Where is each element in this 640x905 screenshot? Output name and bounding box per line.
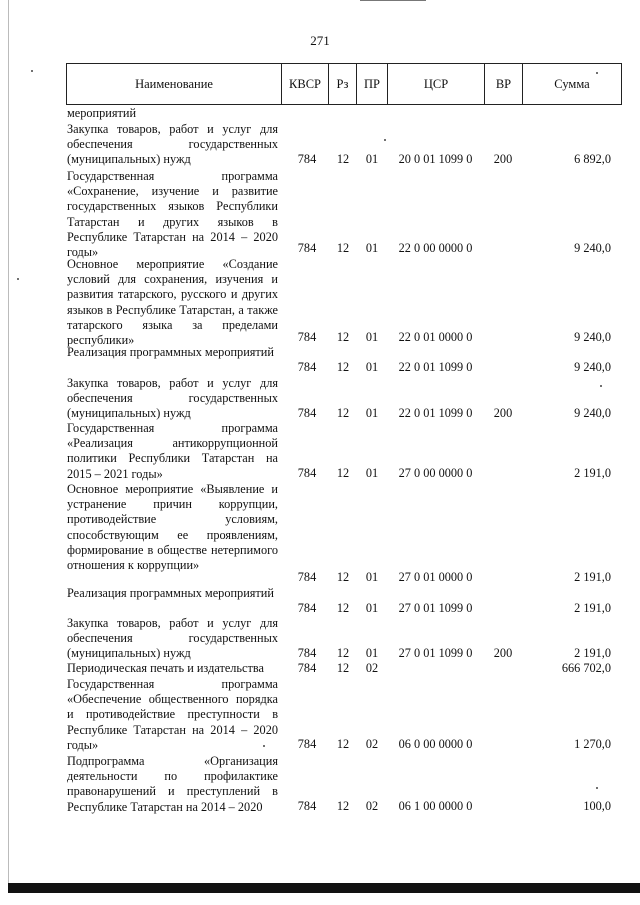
cell-csr: 27 0 01 1099 0 xyxy=(398,601,473,615)
table-row xyxy=(0,169,640,260)
table-row xyxy=(0,482,640,585)
header-csr: ЦСР xyxy=(423,77,449,91)
cell-kvsr: 784 xyxy=(297,152,317,166)
cell-sum: 2 191,0 xyxy=(574,601,611,615)
cell-kvsr: 784 xyxy=(297,646,317,660)
cell-kvsr: 784 xyxy=(297,360,317,374)
cell-rz: 12 xyxy=(336,406,350,420)
scan-speck xyxy=(384,139,386,141)
scan-speck xyxy=(263,745,265,747)
cell-rz: 12 xyxy=(336,360,350,374)
table-header xyxy=(66,63,622,105)
cell-csr: 06 1 00 0000 0 xyxy=(398,799,473,813)
cell-pr: 01 xyxy=(365,601,379,615)
row-name: Закупка товаров, работ и услуг для обеспечения государственных (муниципальных) нужд xyxy=(67,616,278,661)
cell-pr: 01 xyxy=(365,466,379,480)
cell-vr: 200 xyxy=(493,152,513,166)
cell-sum: 9 240,0 xyxy=(574,241,611,255)
scan-speck xyxy=(31,70,33,72)
cell-pr: 01 xyxy=(365,570,379,584)
row-name: Основное мероприятие «Создание условий для сохранения, изучения и развития татарского, русского и других языков в Республике Татарстан, а также татарского языка за пределами республики» xyxy=(67,257,278,348)
row-name: Закупка товаров, работ и услуг для обеспечения государственных (муниципальных) нужд xyxy=(67,122,278,167)
table-row xyxy=(0,345,640,375)
cell-rz: 12 xyxy=(336,466,350,480)
row-name: Реализация программных мероприятий xyxy=(67,586,274,600)
header-name: Наименование xyxy=(135,77,213,91)
cell-csr: 22 0 01 0000 0 xyxy=(398,330,473,344)
cell-csr: 27 0 01 0000 0 xyxy=(398,570,473,584)
cell-kvsr: 784 xyxy=(297,799,317,813)
cell-csr: 22 0 00 0000 0 xyxy=(398,241,473,255)
cell-pr: 02 xyxy=(365,661,379,675)
row-name: Государственная программа «Обеспечение общественного порядка и противодействие преступности в Республике Татарстан на 2014 – 2020 годы» xyxy=(67,677,278,752)
row-name: Основное мероприятие «Выявление и устранение причин коррупции, противодействие условиям, способствующим ее проявлениям, формирование в обществе нетерпимого отношения к коррупции» xyxy=(67,482,278,573)
cell-rz: 12 xyxy=(336,799,350,813)
cell-rz: 12 xyxy=(336,601,350,615)
header-sum: Сумма xyxy=(554,77,590,91)
scan-speck xyxy=(17,278,19,280)
page-number: 271 xyxy=(310,33,330,48)
cell-rz: 12 xyxy=(336,570,350,584)
table-row xyxy=(0,677,640,752)
table-row xyxy=(0,122,640,167)
cell-rz: 12 xyxy=(336,152,350,166)
table-row xyxy=(0,421,640,481)
cell-kvsr: 784 xyxy=(297,601,317,615)
cell-rz: 12 xyxy=(336,241,350,255)
row-name: Реализация программных мероприятий xyxy=(67,345,274,359)
header-vr: ВР xyxy=(495,77,512,91)
cell-sum: 9 240,0 xyxy=(574,330,611,344)
header-pr: ПР xyxy=(364,77,380,91)
cell-sum: 9 240,0 xyxy=(574,360,611,374)
row-name: Подпрограмма «Организация деятельности по профилактике правонарушений и преступлений в Республике Татарстан на 2014 – 2020 xyxy=(67,754,278,814)
cell-rz: 12 xyxy=(336,661,350,675)
cell-pr: 01 xyxy=(365,152,379,166)
cell-pr: 01 xyxy=(365,330,379,344)
cell-csr: 27 0 00 0000 0 xyxy=(398,466,473,480)
cell-csr: 20 0 01 1099 0 xyxy=(398,152,473,166)
scan-speck xyxy=(596,787,598,789)
table-row xyxy=(0,754,640,814)
cell-rz: 12 xyxy=(336,330,350,344)
cell-sum: 100,0 xyxy=(583,799,611,813)
cell-kvsr: 784 xyxy=(297,737,317,751)
table-row xyxy=(0,257,640,348)
cell-csr: 22 0 01 1099 0 xyxy=(398,360,473,374)
cell-pr: 01 xyxy=(365,646,379,660)
cell-sum: 666 702,0 xyxy=(561,661,611,675)
cell-csr: 06 0 00 0000 0 xyxy=(398,737,473,751)
cell-pr: 01 xyxy=(365,406,379,420)
scan-bottom-edge xyxy=(8,883,640,893)
cell-sum: 6 892,0 xyxy=(574,152,611,166)
table-row xyxy=(0,376,640,421)
cell-pr: 02 xyxy=(365,799,379,813)
scan-speck xyxy=(596,72,598,74)
row-name: Государственная программа «Сохранение, изучение и развитие государственных языков Республики Татарстан и других языков в Республике Татарстан на 2014 – 2020 годы» xyxy=(67,169,278,260)
cell-kvsr: 784 xyxy=(297,241,317,255)
table-row xyxy=(0,586,640,616)
cell-pr: 01 xyxy=(365,241,379,255)
table-row xyxy=(0,661,640,676)
cell-kvsr: 784 xyxy=(297,570,317,584)
cell-sum: 2 191,0 xyxy=(574,646,611,660)
scan-speck xyxy=(600,385,602,387)
row-name: Государственная программа «Реализация антикоррупционной политики Республики Татарстан на 2015 – 2021 годы» xyxy=(67,421,278,481)
cell-sum: 9 240,0 xyxy=(574,406,611,420)
cell-kvsr: 784 xyxy=(297,406,317,420)
cell-vr: 200 xyxy=(493,406,513,420)
cell-pr: 01 xyxy=(365,360,379,374)
cell-rz: 12 xyxy=(336,646,350,660)
table-row xyxy=(0,106,640,121)
cell-csr: 22 0 01 1099 0 xyxy=(398,406,473,420)
cell-sum: 1 270,0 xyxy=(574,737,611,751)
cell-kvsr: 784 xyxy=(297,661,317,675)
cell-sum: 2 191,0 xyxy=(574,570,611,584)
header-rz: Рз xyxy=(336,77,349,91)
cell-kvsr: 784 xyxy=(297,466,317,480)
row-name: мероприятий xyxy=(67,106,137,120)
cell-pr: 02 xyxy=(365,737,379,751)
cell-sum: 2 191,0 xyxy=(574,466,611,480)
header-kvsr: КВСР xyxy=(289,77,321,91)
cell-kvsr: 784 xyxy=(297,330,317,344)
cell-csr: 27 0 01 1099 0 xyxy=(398,646,473,660)
top-scan-rule xyxy=(360,0,426,1)
cell-rz: 12 xyxy=(336,737,350,751)
table-row xyxy=(0,616,640,661)
row-name: Периодическая печать и издательства xyxy=(67,661,264,675)
cell-vr: 200 xyxy=(493,646,513,660)
row-name: Закупка товаров, работ и услуг для обеспечения государственных (муниципальных) нужд xyxy=(67,376,278,421)
